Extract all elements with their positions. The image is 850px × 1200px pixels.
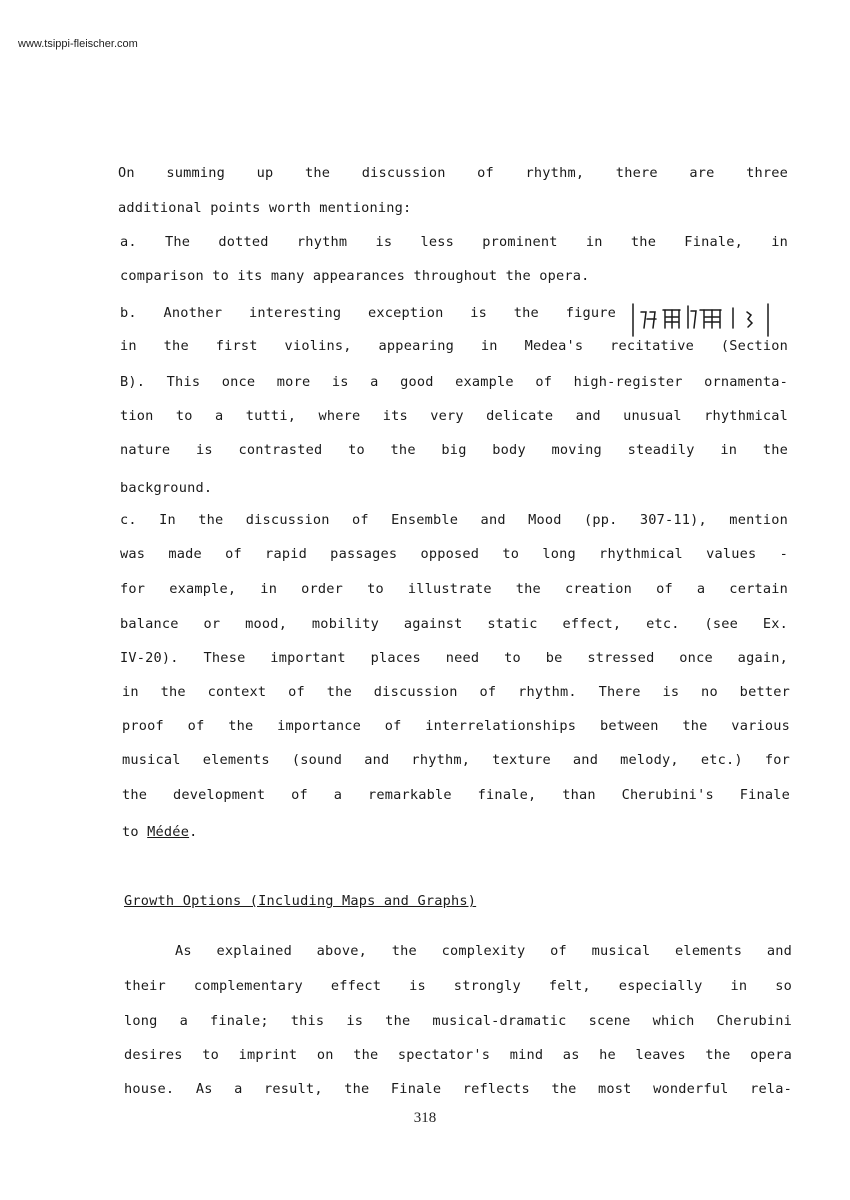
text-line: b. Another interesting exception is the figure xyxy=(120,305,616,321)
text-line: nature is contrasted to the big body moving steadily in the xyxy=(120,442,788,458)
text-line: a. The dotted rhythm is less prominent in the Finale, in xyxy=(120,234,788,250)
text-line: long a finale; this is the musical-dramatic scene which Cherubini xyxy=(124,1013,792,1029)
rhythm-figure-icon xyxy=(630,300,800,340)
text-line: musical elements (sound and rhythm, texture and melody, etc.) for xyxy=(122,752,790,768)
text-line xyxy=(122,824,197,840)
page-number: 318 xyxy=(413,1110,437,1126)
text-line: for example, in order to illustrate the creation of a certain xyxy=(120,581,788,597)
text-line: c. In the discussion of Ensemble and Mood (pp. 307-11), mention xyxy=(120,512,788,528)
text-line: proof of the importance of interrelationships between the various xyxy=(122,718,790,734)
text-line: desires to imprint on the spectator's mind as he leaves the opera xyxy=(124,1047,792,1063)
text-fragment: . xyxy=(189,824,198,840)
text-line: IV-20). These important places need to be stressed once again, xyxy=(120,650,788,666)
text-line: On summing up the discussion of rhythm, there are three xyxy=(118,165,788,181)
text-line: B). This once more is a good example of high-register ornamenta- xyxy=(120,374,788,390)
section-heading: Growth Options (Including Maps and Graphs) xyxy=(124,893,477,909)
opera-title: Médée xyxy=(147,824,190,840)
text-line: the development of a remarkable finale, than Cherubini's Finale xyxy=(122,787,790,803)
text-line: was made of rapid passages opposed to long rhythmical values - xyxy=(120,546,788,562)
text-line: their complementary effect is strongly felt, especially in so xyxy=(124,978,792,994)
text-line: As explained above, the complexity of musical elements and xyxy=(175,943,792,959)
text-line: house. As a result, the Finale reflects the most wonderful rela- xyxy=(124,1081,792,1097)
text-line: in the first violins, appearing in Medea's recitative (Section xyxy=(120,338,788,354)
text-line: in the context of the discussion of rhythm. There is no better xyxy=(122,684,790,700)
text-line: tion to a tutti, where its very delicate and unusual rhythmical xyxy=(120,408,788,424)
text-line: additional points worth mentioning: xyxy=(118,200,412,216)
website-url[interactable]: www.tsippi-fleischer.com xyxy=(18,38,138,50)
text-line: comparison to its many appearances throughout the opera. xyxy=(120,268,590,284)
text-line: balance or mood, mobility against static effect, etc. (see Ex. xyxy=(120,616,788,632)
text-line: background. xyxy=(120,480,213,496)
text-fragment: to xyxy=(122,824,148,840)
